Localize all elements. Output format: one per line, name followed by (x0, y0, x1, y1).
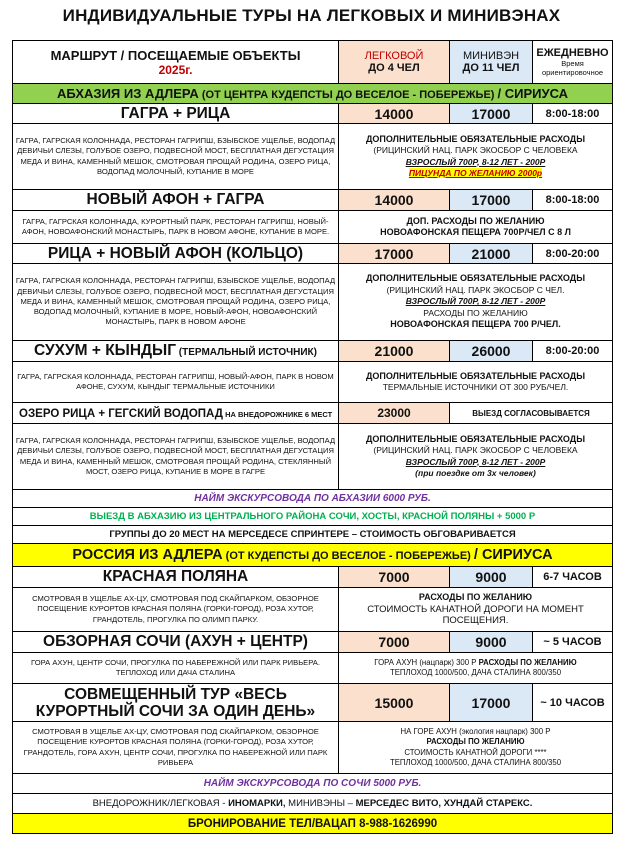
van-price: 9000 (450, 632, 533, 653)
exit-row (13, 508, 613, 526)
vehicles-pre: ВНЕДОРОЖНИК/ЛЕГКОВАЯ - (92, 798, 229, 809)
tour-name: ГАГРА + РИЦА (13, 104, 339, 124)
tour-expenses (339, 362, 613, 403)
tour-row (13, 244, 613, 264)
section-russia-area: (ОТ КУДЕПСТЫ ДО ВЕСЕЛОЕ - ПОБЕРЕЖЬЕ) (222, 550, 474, 562)
tour-details-row (13, 424, 613, 490)
van-price: 9000 (450, 567, 533, 588)
tour5-price-cell (339, 403, 450, 424)
tour-expenses (339, 653, 613, 684)
expenses-title: ДОПОЛНИТЕЛЬНЫЕ ОБЯЗАТЕЛЬНЫЕ РАСХОДЫ (365, 370, 586, 381)
expenses-line: СТОИМОСТЬ КАНАТНОЙ ДОРОГИ НА МОМЕНТ ПОСЕЩЕНИЯ. (367, 603, 584, 627)
car-header (339, 41, 450, 84)
expenses-line: (при поездке от 3х человек) (415, 468, 536, 478)
tour-time: 8:00-18:00 (533, 190, 613, 211)
expenses-line: (РИЦИНСКИЙ НАЦ. ПАРК ЭКОСБОР С ЧЕЛОВЕКА (373, 445, 578, 455)
tour-time: 8:00-20:00 (533, 244, 613, 264)
tour-name-line1: СОВМЕЩЕННЫЙ ТУР «ВЕСЬ (64, 685, 287, 703)
tour-name (13, 403, 339, 424)
tour-name-note: (ТЕРМАЛЬНЫЙ ИСТОЧНИК) (176, 347, 317, 358)
van-header-line1: МИНИВЭН (462, 50, 520, 62)
expenses-line: НОВОАФОНСКАЯ ПЕЩЕРА 700 Р/ЧЕЛ. (390, 319, 561, 330)
van-price: 17000 (450, 684, 533, 722)
tour-expenses (339, 722, 613, 774)
car-price: 21000 (339, 341, 450, 362)
vehicles-brands: МЕРСЕДЕС ВИТО, ХУНДАЙ СТАРЕКС. (355, 798, 533, 809)
booking-row (13, 814, 613, 834)
route-header (13, 41, 339, 84)
vehicles-mid: МИНИВЭНЫ – (285, 798, 356, 809)
van-price: 26000 (450, 341, 533, 362)
tour-name (13, 341, 339, 362)
van-header (450, 41, 533, 84)
tour-expenses (339, 424, 613, 490)
expenses-line: НА ГОРЕ АХУН (экология нацпарк) 300 Р (400, 726, 551, 736)
section-russia-end: / СИРИУСА (473, 547, 553, 563)
tour-details-row (13, 362, 613, 403)
car-price: 15000 (339, 684, 450, 722)
offroad-price: 23000 (377, 406, 411, 420)
car-price: 14000 (339, 104, 450, 124)
tour-time: ~ 10 ЧАСОВ (533, 684, 613, 722)
exit-central-note: ВЫЕЗД В АБХАЗИЮ ИЗ ЦЕНТРАЛЬНОГО РАЙОНА СОЧИ, ХОСТЫ, КРАСНОЙ ПОЛЯНЫ + 5000 Р (13, 508, 613, 526)
van-price: 17000 (450, 190, 533, 211)
car-price: 14000 (339, 190, 450, 211)
daily-header (533, 41, 613, 84)
expenses-line: (РИЦИНСКИЙ НАЦ. ПАРК ЭКОСБОР С ЧЕЛОВЕКА (373, 145, 578, 155)
van-price: 21000 (450, 244, 533, 264)
groups-row (13, 526, 613, 544)
tour-details-row (13, 211, 613, 244)
tour-name: ОБЗОРНАЯ СОЧИ (АХУН + ЦЕНТР) (13, 632, 339, 653)
section-russia (13, 544, 613, 567)
section-abkhazia (13, 84, 613, 104)
expenses-line: (РИЦИНСКИЙ НАЦ. ПАРК ЭКОСБОР С ЧЕЛ. (386, 284, 565, 295)
tour-time: 8:00-20:00 (533, 341, 613, 362)
daily-label: ЕЖЕДНЕВНО (536, 47, 609, 59)
tour-description: ГАГРА, ГАГРСКАЯ КОЛОННАДА, РЕСТОРАН ГАГРИПШ, БЗЫБСКОЕ УЩЕЛЬЕ, ВОДОПАД ДЕВИЧЬИ СЛЕЗЫ, ГОЛУБОЕ ОЗЕРО, ПОДВЕСНОЙ МОСТ, БЕСПЛАТНАЯ ДЕГУСТАЦИЯ МЕДА И ВИНА, КАМЕННЫЙ МЕШОК, СМОТРОВАЯ ПРОЩАЙ РОДИНА, ОЗЕРО РИЦА, ВОДОПАД МОЛОЧНЫЙ, КУПАНИЕ В МОРЕ (13, 124, 339, 190)
tour-row (13, 403, 613, 424)
car-price: 7000 (339, 632, 450, 653)
car-header-line1: ЛЕГКОВОЙ (364, 50, 424, 62)
tour-row (13, 190, 613, 211)
section-abkhazia-title: АБХАЗИЯ ИЗ АДЛЕРА (56, 86, 199, 101)
expenses-title: РАСХОДЫ ПО ЖЕЛАНИЮ (478, 657, 577, 667)
route-header-label: МАРШРУТ / ПОСЕЩАЕМЫЕ ОБЪЕКТЫ (50, 47, 301, 63)
section-russia-title: РОССИЯ ИЗ АДЛЕРА (72, 547, 223, 563)
expenses-line: ВЗРОСЛЫЙ 700Р, 8-12 ЛЕТ - 200Р (405, 456, 546, 467)
expenses-title: ДОП. РАСХОДЫ ПО ЖЕЛАНИЮ (406, 215, 545, 226)
tour-row (13, 104, 613, 124)
tour-name: НОВЫЙ АФОН + ГАГРА (13, 190, 339, 211)
expenses-title: РАСХОДЫ ПО ЖЕЛАНИЮ (426, 737, 525, 746)
tour-time: 6-7 ЧАСОВ (533, 567, 613, 588)
tour-details-row (13, 653, 613, 684)
tour-details-row (13, 722, 613, 774)
expenses-line: РАСХОДЫ ПО ЖЕЛАНИЮ (423, 307, 528, 318)
van-header-line2: ДО 11 ЧЕЛ (462, 62, 520, 74)
tour-row (13, 567, 613, 588)
expenses-line: ГОРА АХУН (нацпарк) 300 Р (374, 657, 479, 667)
section-abkhazia-end: / СИРИУСА (497, 86, 569, 101)
tour-time: 8:00-18:00 (533, 104, 613, 124)
tour-name-note: НА ВНЕДОРОЖНИКЕ 6 МЕСТ (222, 410, 333, 419)
vehicles-imports: ИНОМАРКИ, (228, 798, 286, 809)
booking-phone[interactable]: БРОНИРОВАНИЕ ТЕЛ/ВАЦАП 8-988-1626990 (13, 814, 613, 834)
expenses-title: ДОПОЛНИТЕЛЬНЫЕ ОБЯЗАТЕЛЬНЫЕ РАСХОДЫ (365, 273, 586, 284)
tour-description: СМОТРОВАЯ В УЩЕЛЬЕ АХ-ЦУ, СМОТРОВАЯ ПОД СКАЙПАРКОМ, ОБЗОРНОЕ ПОСЕЩЕНИЕ КУРОРТОВ КРАСНАЯ ПОЛЯНА (ГОРКИ-ГОРОД), РОЗА ХУТОР, ГРАНДОТЕЛЬ, ПРОГУЛКА ПО ОЛИМП ПАРКУ. (13, 588, 339, 632)
tour-expenses (339, 264, 613, 341)
vehicles-row (13, 794, 613, 814)
tour-name: РИЦА + НОВЫЙ АФОН (КОЛЬЦО) (13, 244, 339, 264)
groups-note: ГРУППЫ ДО 20 МЕСТ НА МЕРСЕДЕСЕ СПРИНТЕРЕ – СТОИМОСТЬ ОБГОВАРИВАЕТСЯ (13, 526, 613, 544)
tour-details-row (13, 124, 613, 190)
tour-time: ~ 5 ЧАСОВ (533, 632, 613, 653)
expenses-line: НОВОАФОНСКАЯ ПЕЩЕРА 700Р/ЧЕЛ С 8 Л (380, 227, 571, 237)
guide-row (13, 774, 613, 794)
tour-name-main: СУХУМ + КЫНДЫГ (34, 342, 177, 359)
car-price: 17000 (339, 244, 450, 264)
expenses-line: ТЕРМАЛЬНЫЕ ИСТОЧНИКИ ОТ 300 РУБ/ЧЕЛ. (382, 382, 569, 392)
expenses-line: ТЕПЛОХОД 1000/500, ДАЧА СТАЛИНА 800/350 (389, 668, 562, 677)
tour-description: ГОРА АХУН, ЦЕНТР СОЧИ, ПРОГУЛКА ПО НАБЕРЕЖНОЙ ИЛИ ПАРК РИВЬЕРА. ТЕПЛОХОД ИЛИ ДАЧА СТАЛИНА (13, 653, 339, 684)
tour-details-row (13, 588, 613, 632)
page-title: ИНДИВИДУАЛЬНЫЕ ТУРЫ НА ЛЕГКОВЫХ И МИНИВЭНАХ (62, 6, 561, 25)
tour-row (13, 684, 613, 722)
guide-abkhazia: НАЙМ ЭКСКУРСОВОДА ПО АБХАЗИИ 6000 РУБ. (13, 490, 613, 508)
vehicles-note (13, 794, 613, 814)
expenses-line: ТЕПЛОХОД 1000/500, ДАЧА СТАЛИНА 800/350 (389, 758, 562, 767)
expenses-line: ВЗРОСЛЫЙ 700Р, 8-12 ЛЕТ - 200Р (405, 296, 546, 307)
expenses-highlight: ПИЦУНДА ПО ЖЕЛАНИЮ 2000р (408, 168, 543, 178)
car-header-line2: ДО 4 ЧЕЛ (368, 62, 420, 74)
tour-description: ГАГРА, ГАГРСКАЯ КОЛОННАДА, КУРОРТНЫЙ ПАРК, РЕСТОРАН ГАГРИПШ, НОВЫЙ-АФОН, НОВОАФОНСКИЙ МОНАСТЫРЬ, ПАРК В НОВОМ АФОНЕ, КУПАНИЕ В МОРЕ. (13, 211, 339, 244)
expenses-line: ВЗРОСЛЫЙ 700Р, 8-12 ЛЕТ - 200Р (405, 156, 546, 167)
tours-table (12, 40, 613, 834)
tour-expenses (339, 211, 613, 244)
tour-description: ГАГРА, ГАГРСКАЯ КОЛОННАДА, РЕСТОРАН ГАГРИПШ, НОВЫЙ-АФОН, ПАРК В НОВОМ АФОНЕ, СУХУМ, КЫНДЫГ ТЕРМАЛЬНЫЕ ИСТОЧНИКИ (13, 362, 339, 403)
expenses-line: СТОИМОСТЬ КАНАТНОЙ ДОРОГИ **** (404, 747, 547, 757)
tour-description: СМОТРОВАЯ В УЩЕЛЬЕ АХ-ЦУ, СМОТРОВАЯ ПОД СКАЙПАРКОМ, ОБЗОРНОЕ ПОСЕЩЕНИЕ КУРОРТОВ КРАСНАЯ ПОЛЯНА (ГОРКИ-ГОРОД), РОЗА ХУТОР, ГРАНДОТЕЛЬ, ГОРА АХУН, ЦЕНТР СОЧИ, ПРОГУЛКА ПО НАБЕРЕЖНОЙ ИЛИ ПАРК РИВЬЕРА (13, 722, 339, 774)
tour-name-main: ОЗЕРО РИЦА + ГЕГСКИЙ ВОДОПАД (19, 408, 223, 420)
table-header-row (13, 41, 613, 84)
tour-expenses (339, 588, 613, 632)
tour-name-line2: КУРОРТНЫЙ СОЧИ ЗА ОДИН ДЕНЬ» (35, 702, 316, 720)
expenses-title: РАСХОДЫ ПО ЖЕЛАНИЮ (418, 592, 533, 603)
section-abkhazia-area: (ОТ ЦЕНТРА КУДЕПСТЫ ДО ВЕСЕЛОЕ - ПОБЕРЕЖЬЕ) (198, 89, 498, 101)
tour-row (13, 632, 613, 653)
guide-sochi: НАЙМ ЭКСКУРСОВОДА ПО СОЧИ 5000 РУБ. (13, 774, 613, 794)
exit-note: ВЫЕЗД СОГЛАСОВЫВАЕТСЯ (450, 403, 613, 424)
tour-row (13, 341, 613, 362)
expenses-title: ДОПОЛНИТЕЛЬНЫЕ ОБЯЗАТЕЛЬНЫЕ РАСХОДЫ (365, 433, 586, 444)
tour-details-row (13, 264, 613, 341)
tour-expenses (339, 124, 613, 190)
expenses-title: ДОПОЛНИТЕЛЬНЫЕ ОБЯЗАТЕЛЬНЫЕ РАСХОДЫ (365, 133, 586, 144)
tour-description: ГАГРА, ГАГРСКАЯ КОЛОННАДА, РЕСТОРАН ГАГРИПШ, БЗЫБСКОЕ УЩЕЛЬЕ, ВОДОПАД ДЕВИЧЬИ СЛЕЗЫ, ГОЛУБОЕ ОЗЕРО, ПОДВЕСНОЙ МОСТ, БЕСПЛАТНАЯ ДЕГУСТАЦИЯ МЕДА И ВИНА, КАМЕННЫЙ МЕШОК, СМОТРОВАЯ ПРОЩАЙ РОДИНА, СТЕКЛЯННЫЙ МОСТ, ОЗЕРО РИЦА, КУПАНИЕ В МОРЕ В ГАГРЕ (13, 424, 339, 490)
tour-description: ГАГРА, ГАГРСКАЯ КОЛОННАДА, РЕСТОРАН ГАГРИПШ, БЗЫБСКОЕ УЩЕЛЬЕ, ВОДОПАД ДЕВИЧЬИ СЛЕЗЫ, ГОЛУБОЕ ОЗЕРО, ПОДВЕСНОЙ МОСТ, БЕСПЛАТНАЯ ДЕГУСТАЦИЯ МЕДА И ВИНА, КАМЕННЫЙ МЕШОК, СМОТРОВАЯ ПРОЩАЙ РОДИНА, ОЗЕРО РИЦА, ВОДОПАД МОЛОЧНЫЙ, КУПАНИЕ В МОРЕ, НОВЫЙ-АФОН, НОВОАФОНСКИЙ МОНАСТЫРЬ, ПАРК В НОВОМ АФОНЕ (13, 264, 339, 341)
van-price: 17000 (450, 104, 533, 124)
time-note: Время ориентировочное (541, 59, 604, 77)
tour-name (13, 684, 339, 722)
tour-name: КРАСНАЯ ПОЛЯНА (13, 567, 339, 588)
guide-row (13, 490, 613, 508)
year-label: 2025г. (158, 62, 193, 77)
car-price: 7000 (339, 567, 450, 588)
